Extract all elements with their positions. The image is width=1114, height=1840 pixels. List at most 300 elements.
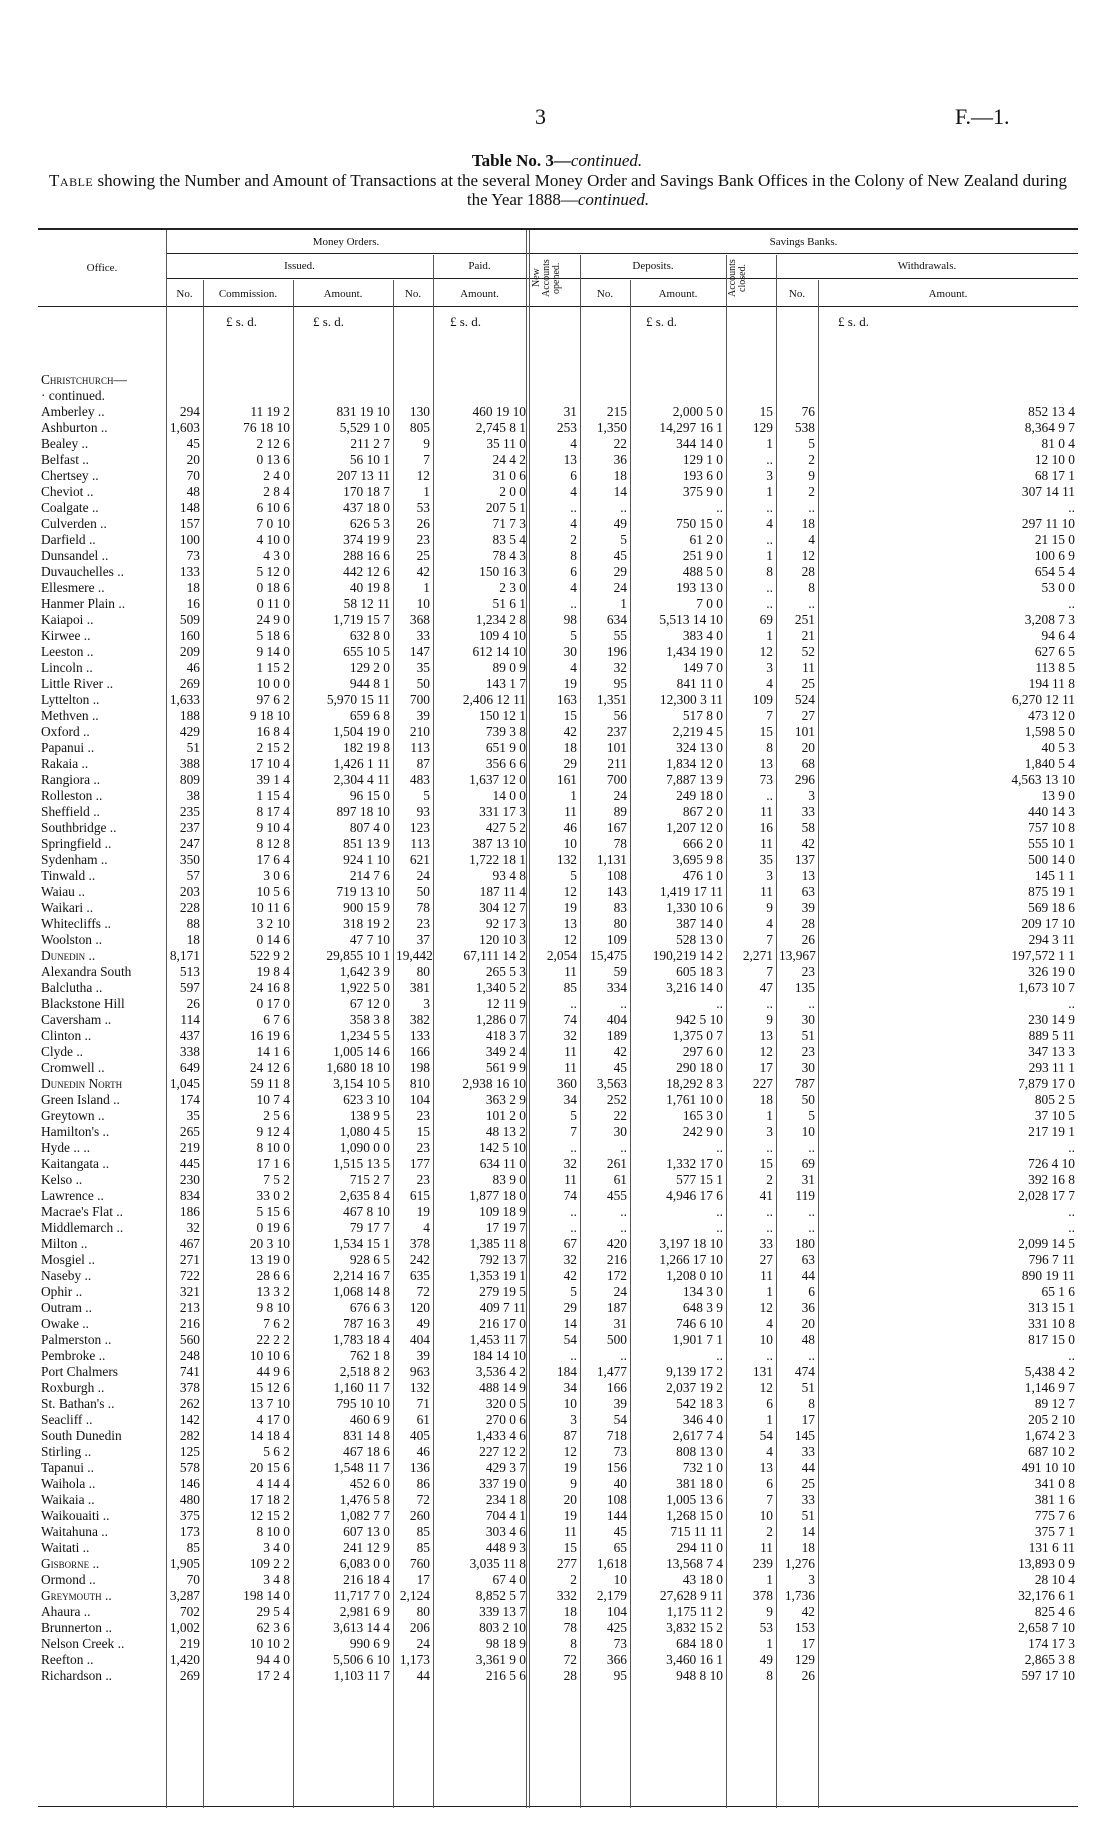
office-name: Milton ..	[41, 1236, 88, 1251]
cell: 4,563 13 10	[1011, 772, 1075, 787]
title-main: Table No. 3—	[471, 151, 571, 170]
cell: 1,375 0 7	[672, 1028, 723, 1043]
cell: 49	[613, 516, 627, 531]
cell: 577 15 1	[676, 1172, 723, 1187]
cell: 58	[801, 820, 815, 835]
office-name: Papanui ..	[41, 740, 95, 755]
table-row	[38, 868, 1078, 884]
cell: 219	[179, 1140, 200, 1155]
cell: 9 8 10	[256, 1300, 290, 1315]
cell: 136	[409, 1460, 430, 1475]
cell: 19	[563, 900, 577, 915]
cell: 2	[808, 452, 815, 467]
cell: 715 2 7	[349, 1172, 390, 1187]
cell: 129 1 0	[682, 452, 723, 467]
cell: 7 0 0	[696, 596, 723, 611]
cell: 6,270 12 11	[1011, 692, 1075, 707]
cell: 320 0 5	[485, 1396, 526, 1411]
cell: 277	[556, 1556, 577, 1571]
cell: 8	[766, 1668, 773, 1683]
cell: 132	[556, 852, 577, 867]
cell: 1,146 9 7	[1024, 1380, 1075, 1395]
office-name: Ashburton ..	[41, 420, 108, 435]
cell: 20	[563, 1492, 577, 1507]
issued-no-header: No.	[176, 288, 193, 300]
cell: 6 7 6	[263, 1012, 290, 1027]
office-name: Little River ..	[41, 676, 114, 691]
cell: 448 9 3	[485, 1540, 526, 1555]
cell: 166	[409, 1044, 430, 1059]
cell: 344 14 0	[676, 436, 723, 451]
cell: 87	[416, 756, 430, 771]
cell: 1	[620, 596, 627, 611]
cell: 334	[606, 980, 627, 995]
cell: 24 4 2	[492, 452, 526, 467]
cell: 182 19 8	[343, 740, 390, 755]
cell: 2 4 0	[263, 468, 290, 483]
office-name: Tapanui ..	[41, 1460, 94, 1475]
cell: 383 4 0	[682, 628, 723, 643]
cell: 825 4 6	[1034, 1604, 1075, 1619]
table-row	[38, 1364, 1078, 1380]
office-name: Springfield ..	[41, 836, 112, 851]
office-name: Clinton ..	[41, 1028, 92, 1043]
cell: 792 13 7	[479, 1252, 526, 1267]
cell: 8	[766, 564, 773, 579]
page-number: 3	[535, 104, 546, 129]
cell: 174 17 3	[1028, 1636, 1075, 1651]
cell: ..	[766, 596, 773, 611]
cell: 15 12 6	[249, 1380, 290, 1395]
cell	[726, 372, 776, 388]
cell: 8 12 8	[256, 836, 290, 851]
cell: ..	[766, 1140, 773, 1155]
cell: 32	[563, 1028, 577, 1043]
cell: 279 19 5	[479, 1284, 526, 1299]
cell: 19 8 4	[256, 964, 290, 979]
cell: 817 15 0	[1028, 1332, 1075, 1347]
cell: 165 3 0	[682, 1108, 723, 1123]
deposits-amount-header: Amount.	[658, 288, 698, 300]
cell: ..	[766, 1348, 773, 1363]
cell: 387 14 0	[676, 916, 723, 931]
cell: 44	[416, 1668, 430, 1683]
cell: 851 13 9	[343, 836, 390, 851]
office-name: St. Bathan's ..	[41, 1396, 115, 1411]
cell: 50	[416, 676, 430, 691]
cell: 12	[563, 1444, 577, 1459]
cell: 129	[794, 1652, 815, 1667]
cell: ..	[766, 500, 773, 515]
cell: 51	[801, 1028, 815, 1043]
cell: 129	[752, 420, 773, 435]
cell: 420	[606, 1236, 627, 1251]
table-row	[38, 788, 1078, 804]
cell: 528 13 0	[676, 932, 723, 947]
cell: 1,045	[169, 1076, 200, 1091]
cell: 29	[563, 1300, 577, 1315]
cell: 655 10 5	[343, 644, 390, 659]
cell: ..	[570, 1220, 577, 1235]
cell: 13	[759, 1460, 773, 1475]
cell: 253	[556, 420, 577, 435]
cell: 5	[808, 1108, 815, 1123]
cell: 216 18 4	[343, 1572, 390, 1587]
office-name: Balclutha ..	[41, 980, 103, 995]
cell: 50	[801, 1092, 815, 1107]
cell: 700	[409, 692, 430, 707]
table-row	[38, 1204, 1078, 1220]
cell: 11 19 2	[250, 404, 290, 419]
cell: 47	[759, 980, 773, 995]
cell: 963	[409, 1364, 430, 1379]
cell: 170 18 7	[343, 484, 390, 499]
deposits-header: Deposits.	[632, 260, 674, 272]
cell: 81 0 4	[1041, 436, 1075, 451]
office-name: Owake ..	[41, 1316, 89, 1331]
cell: 9	[570, 1476, 577, 1491]
cell: 488 5 0	[682, 564, 723, 579]
table-row	[38, 996, 1078, 1012]
cell: 130	[409, 404, 430, 419]
cell: 205 2 10	[1028, 1412, 1075, 1427]
cell: 10	[759, 1332, 773, 1347]
office-name: Alexandra South	[41, 964, 132, 979]
cell: 149 7 0	[682, 660, 723, 675]
cell: 1,419 17 11	[659, 884, 723, 899]
cell: 2	[570, 1572, 577, 1587]
office-name: Blackstone Hill	[41, 996, 125, 1011]
cell: ..	[766, 452, 773, 467]
cell: 1,534 15 1	[333, 1236, 390, 1251]
cell: 2,037 19 2	[666, 1380, 723, 1395]
cell: 1,068 14 8	[333, 1284, 390, 1299]
cell: 150 16 3	[479, 564, 526, 579]
cell: 805	[409, 420, 430, 435]
cell: 184	[556, 1364, 577, 1379]
table-row	[38, 1620, 1078, 1636]
office-name: Lincoln ..	[41, 660, 93, 675]
cell: 5	[620, 532, 627, 547]
cell: 378	[409, 1236, 430, 1251]
table-row	[38, 980, 1078, 996]
office-name: South Dunedin	[41, 1428, 122, 1443]
cell: 27	[759, 1252, 773, 1267]
cell: 79 17 7	[349, 1220, 390, 1235]
cell: 30	[613, 1124, 627, 1139]
cell: 42	[563, 724, 577, 739]
cell: ..	[808, 1220, 815, 1235]
cell: 2	[766, 1172, 773, 1187]
cell: 5,529 1 0	[339, 420, 390, 435]
cell: 524	[794, 692, 815, 707]
cell: 15	[759, 404, 773, 419]
table-row	[38, 1348, 1078, 1364]
cell: 4	[808, 532, 815, 547]
cell	[776, 372, 818, 388]
cell: 207 5 1	[485, 500, 526, 515]
cell: 375	[179, 1508, 200, 1523]
cell: 427 5 2	[485, 820, 526, 835]
cell: 542 18 3	[676, 1396, 723, 1411]
cell: 1,353 19 1	[469, 1268, 526, 1283]
cell: 597	[179, 980, 200, 995]
cell: 522 9 2	[249, 948, 290, 963]
cell: 18	[563, 740, 577, 755]
cell: 8	[570, 1636, 577, 1651]
cell: 897 18 10	[336, 804, 390, 819]
cell: 145 1 1	[1034, 868, 1075, 883]
cell: 20	[801, 740, 815, 755]
cell: 715 11 11	[670, 1524, 723, 1539]
cell: 5 18 6	[256, 628, 290, 643]
cell: 578	[179, 1460, 200, 1475]
cell: 9	[808, 468, 815, 483]
cell: 7,879 17 0	[1018, 1076, 1075, 1091]
cell: 404	[606, 1012, 627, 1027]
cell: 2 12 6	[256, 436, 290, 451]
cell: 24	[613, 1284, 627, 1299]
cell: 6	[766, 1476, 773, 1491]
cell: 72	[563, 1652, 577, 1667]
cell: 1,234 2 8	[475, 612, 526, 627]
commission-currency: £ s. d.	[226, 314, 258, 329]
cell: 1	[766, 484, 773, 499]
cell: 138 9 5	[349, 1108, 390, 1123]
cell: 634	[606, 612, 627, 627]
office-name: Rangiora ..	[41, 772, 101, 787]
cell: 203	[179, 884, 200, 899]
cell: 634 11 0	[479, 1156, 526, 1171]
cell: 1,673 10 7	[1018, 980, 1075, 995]
cell: 2,406 12 11	[462, 692, 526, 707]
cell: 282	[179, 1428, 200, 1443]
cell: 378	[752, 1588, 773, 1603]
office-name: Christchurch—	[41, 372, 127, 387]
cell: 3,361 9 0	[475, 1652, 526, 1667]
cell: 1,160 11 7	[333, 1380, 390, 1395]
cell: 4	[570, 516, 577, 531]
cell: 34	[563, 1092, 577, 1107]
cell: 14	[563, 1316, 577, 1331]
cell: 1,207 12 0	[666, 820, 723, 835]
cell: 890 19 11	[1021, 1268, 1075, 1283]
cell: 2,028 17 7	[1018, 1188, 1075, 1203]
cell: 303 4 6	[485, 1524, 526, 1539]
office-name: Richardson ..	[41, 1668, 113, 1683]
cell: 1,633	[169, 692, 200, 707]
table-row	[38, 1028, 1078, 1044]
cell: 216 17 0	[479, 1316, 526, 1331]
cell: 43 18 0	[682, 1572, 723, 1587]
cell: 19	[416, 1204, 430, 1219]
cell: 805 2 5	[1034, 1092, 1075, 1107]
cell: 45	[613, 1060, 627, 1075]
cell: 227 12 2	[479, 1444, 526, 1459]
cell: 173	[179, 1524, 200, 1539]
cell: ..	[570, 1204, 577, 1219]
cell: 38	[186, 788, 200, 803]
cell: 142	[179, 1412, 200, 1427]
cell: 166	[606, 1380, 627, 1395]
cell: 3,563	[596, 1076, 627, 1091]
office-name: Kaiapoi ..	[41, 612, 94, 627]
cell: 180	[794, 1236, 815, 1251]
cell: 68	[801, 756, 815, 771]
cell: 20 3 10	[249, 1236, 290, 1251]
cell: 437 18 0	[343, 500, 390, 515]
cell: 4	[766, 676, 773, 691]
cell: 1	[766, 436, 773, 451]
cell: 210	[409, 724, 430, 739]
cell: 1,266 17 10	[659, 1252, 723, 1267]
cell: 10 7 4	[256, 1092, 290, 1107]
withdrawals-currency: £ s. d.	[838, 314, 870, 329]
cell: 9 10 4	[256, 820, 290, 835]
cell: 48	[186, 484, 200, 499]
table-row	[38, 1508, 1078, 1524]
cell: 67	[563, 1236, 577, 1251]
cell: 32	[563, 1252, 577, 1267]
cell: 59 11 8	[250, 1076, 290, 1091]
cell: 318 19 2	[343, 916, 390, 931]
cell: 5	[423, 788, 430, 803]
cell: 9	[766, 1012, 773, 1027]
cell	[529, 372, 580, 388]
cell: 39	[416, 708, 430, 723]
table-row	[38, 948, 1078, 964]
cell: 131 6 11	[1028, 1540, 1075, 1555]
cell: 32	[563, 1156, 577, 1171]
cell: 442 12 6	[343, 564, 390, 579]
cell: 209	[179, 644, 200, 659]
cell: 86	[416, 1476, 430, 1491]
cell: 186	[179, 1204, 200, 1219]
cell: 123	[409, 820, 430, 835]
cell: 153	[794, 1620, 815, 1635]
cell: 1	[766, 1108, 773, 1123]
cell: ..	[808, 996, 815, 1011]
cell: 6	[570, 564, 577, 579]
cell: 42	[613, 1044, 627, 1059]
office-name: Waikouaiti ..	[41, 1508, 110, 1523]
cell: 241 12 9	[343, 1540, 390, 1555]
cell: 33	[759, 1236, 773, 1251]
cell: 12	[759, 1380, 773, 1395]
cell: 29 5 4	[256, 1604, 290, 1619]
cell: 0 14 6	[256, 932, 290, 947]
cell: 29	[563, 756, 577, 771]
cell: 11	[564, 964, 577, 979]
office-name: Oxford ..	[41, 724, 90, 739]
cell: 184 14 10	[472, 1348, 526, 1363]
cell: 93	[416, 804, 430, 819]
cell: 44	[801, 1268, 815, 1283]
cell: 228	[179, 900, 200, 915]
cell: 841 11 0	[676, 676, 723, 691]
cell: 900 15 9	[343, 900, 390, 915]
cell: ..	[570, 996, 577, 1011]
table-title	[0, 151, 1114, 171]
cell: 409 7 11	[479, 1300, 526, 1315]
cell: 34	[563, 1380, 577, 1395]
cell: 1,783 18 4	[333, 1332, 390, 1347]
cell: 18	[801, 1540, 815, 1555]
cell: 26	[801, 932, 815, 947]
commission-header: Commission.	[218, 288, 278, 300]
cell: 509	[179, 612, 200, 627]
cell: 452 6 0	[349, 1476, 390, 1491]
cell: 26	[416, 516, 430, 531]
cell: 96 15 0	[349, 788, 390, 803]
cell: 30	[801, 1060, 815, 1075]
cell: 11	[760, 884, 773, 899]
table-row	[38, 1092, 1078, 1108]
cell: 3	[808, 788, 815, 803]
cell: 476 1 0	[682, 868, 723, 883]
cell: 28	[801, 916, 815, 931]
cell: 615	[409, 1188, 430, 1203]
cell: 172	[606, 1268, 627, 1283]
cell: 339 13 7	[479, 1604, 526, 1619]
cell: 460 6 9	[349, 1412, 390, 1427]
cell: 44	[801, 1460, 815, 1475]
cell: ..	[1068, 1204, 1075, 1219]
cell: ..	[716, 1140, 723, 1155]
cell: 26	[801, 1668, 815, 1683]
cell: 37	[416, 932, 430, 947]
cell: 98	[563, 612, 577, 627]
cell	[580, 388, 630, 404]
cell: 216	[606, 1252, 627, 1267]
cell: 42	[416, 564, 430, 579]
cell: 1,477	[596, 1364, 627, 1379]
cell: 33	[801, 804, 815, 819]
cell: 7	[766, 1492, 773, 1507]
cell: 2,658 7 10	[1018, 1620, 1075, 1635]
cell: 10 10 6	[249, 1348, 290, 1363]
cell: ..	[620, 1220, 627, 1235]
cell: 73	[759, 772, 773, 787]
cell: 4	[570, 580, 577, 595]
cell: 46	[563, 820, 577, 835]
cell: 7	[570, 1124, 577, 1139]
cell: 156	[606, 1460, 627, 1475]
cell: 17	[416, 1572, 430, 1587]
table-row	[38, 580, 1078, 596]
cell: 11	[760, 1268, 773, 1283]
cell: 48	[801, 1332, 815, 1347]
cell: 10	[613, 1572, 627, 1587]
cell: ..	[808, 1204, 815, 1219]
table-row	[38, 388, 1078, 404]
cell: 22 2 2	[256, 1332, 290, 1347]
cell: 1,434 19 0	[666, 644, 723, 659]
cell: 14 18 4	[249, 1428, 290, 1443]
cell: 3 4 8	[263, 1572, 290, 1587]
cell: ..	[808, 500, 815, 515]
office-name: Dunedin ..	[41, 948, 96, 963]
office-name: Waikaia ..	[41, 1492, 95, 1507]
cell: 1,385 11 8	[469, 1236, 526, 1251]
cell: 131	[752, 1364, 773, 1379]
office-name: Kaitangata ..	[41, 1156, 110, 1171]
cell: 1,548 11 7	[333, 1460, 390, 1475]
cell: 8,364 9 7	[1024, 420, 1075, 435]
cell: 133	[179, 564, 200, 579]
cell: 7	[766, 932, 773, 947]
cell: ..	[716, 500, 723, 515]
